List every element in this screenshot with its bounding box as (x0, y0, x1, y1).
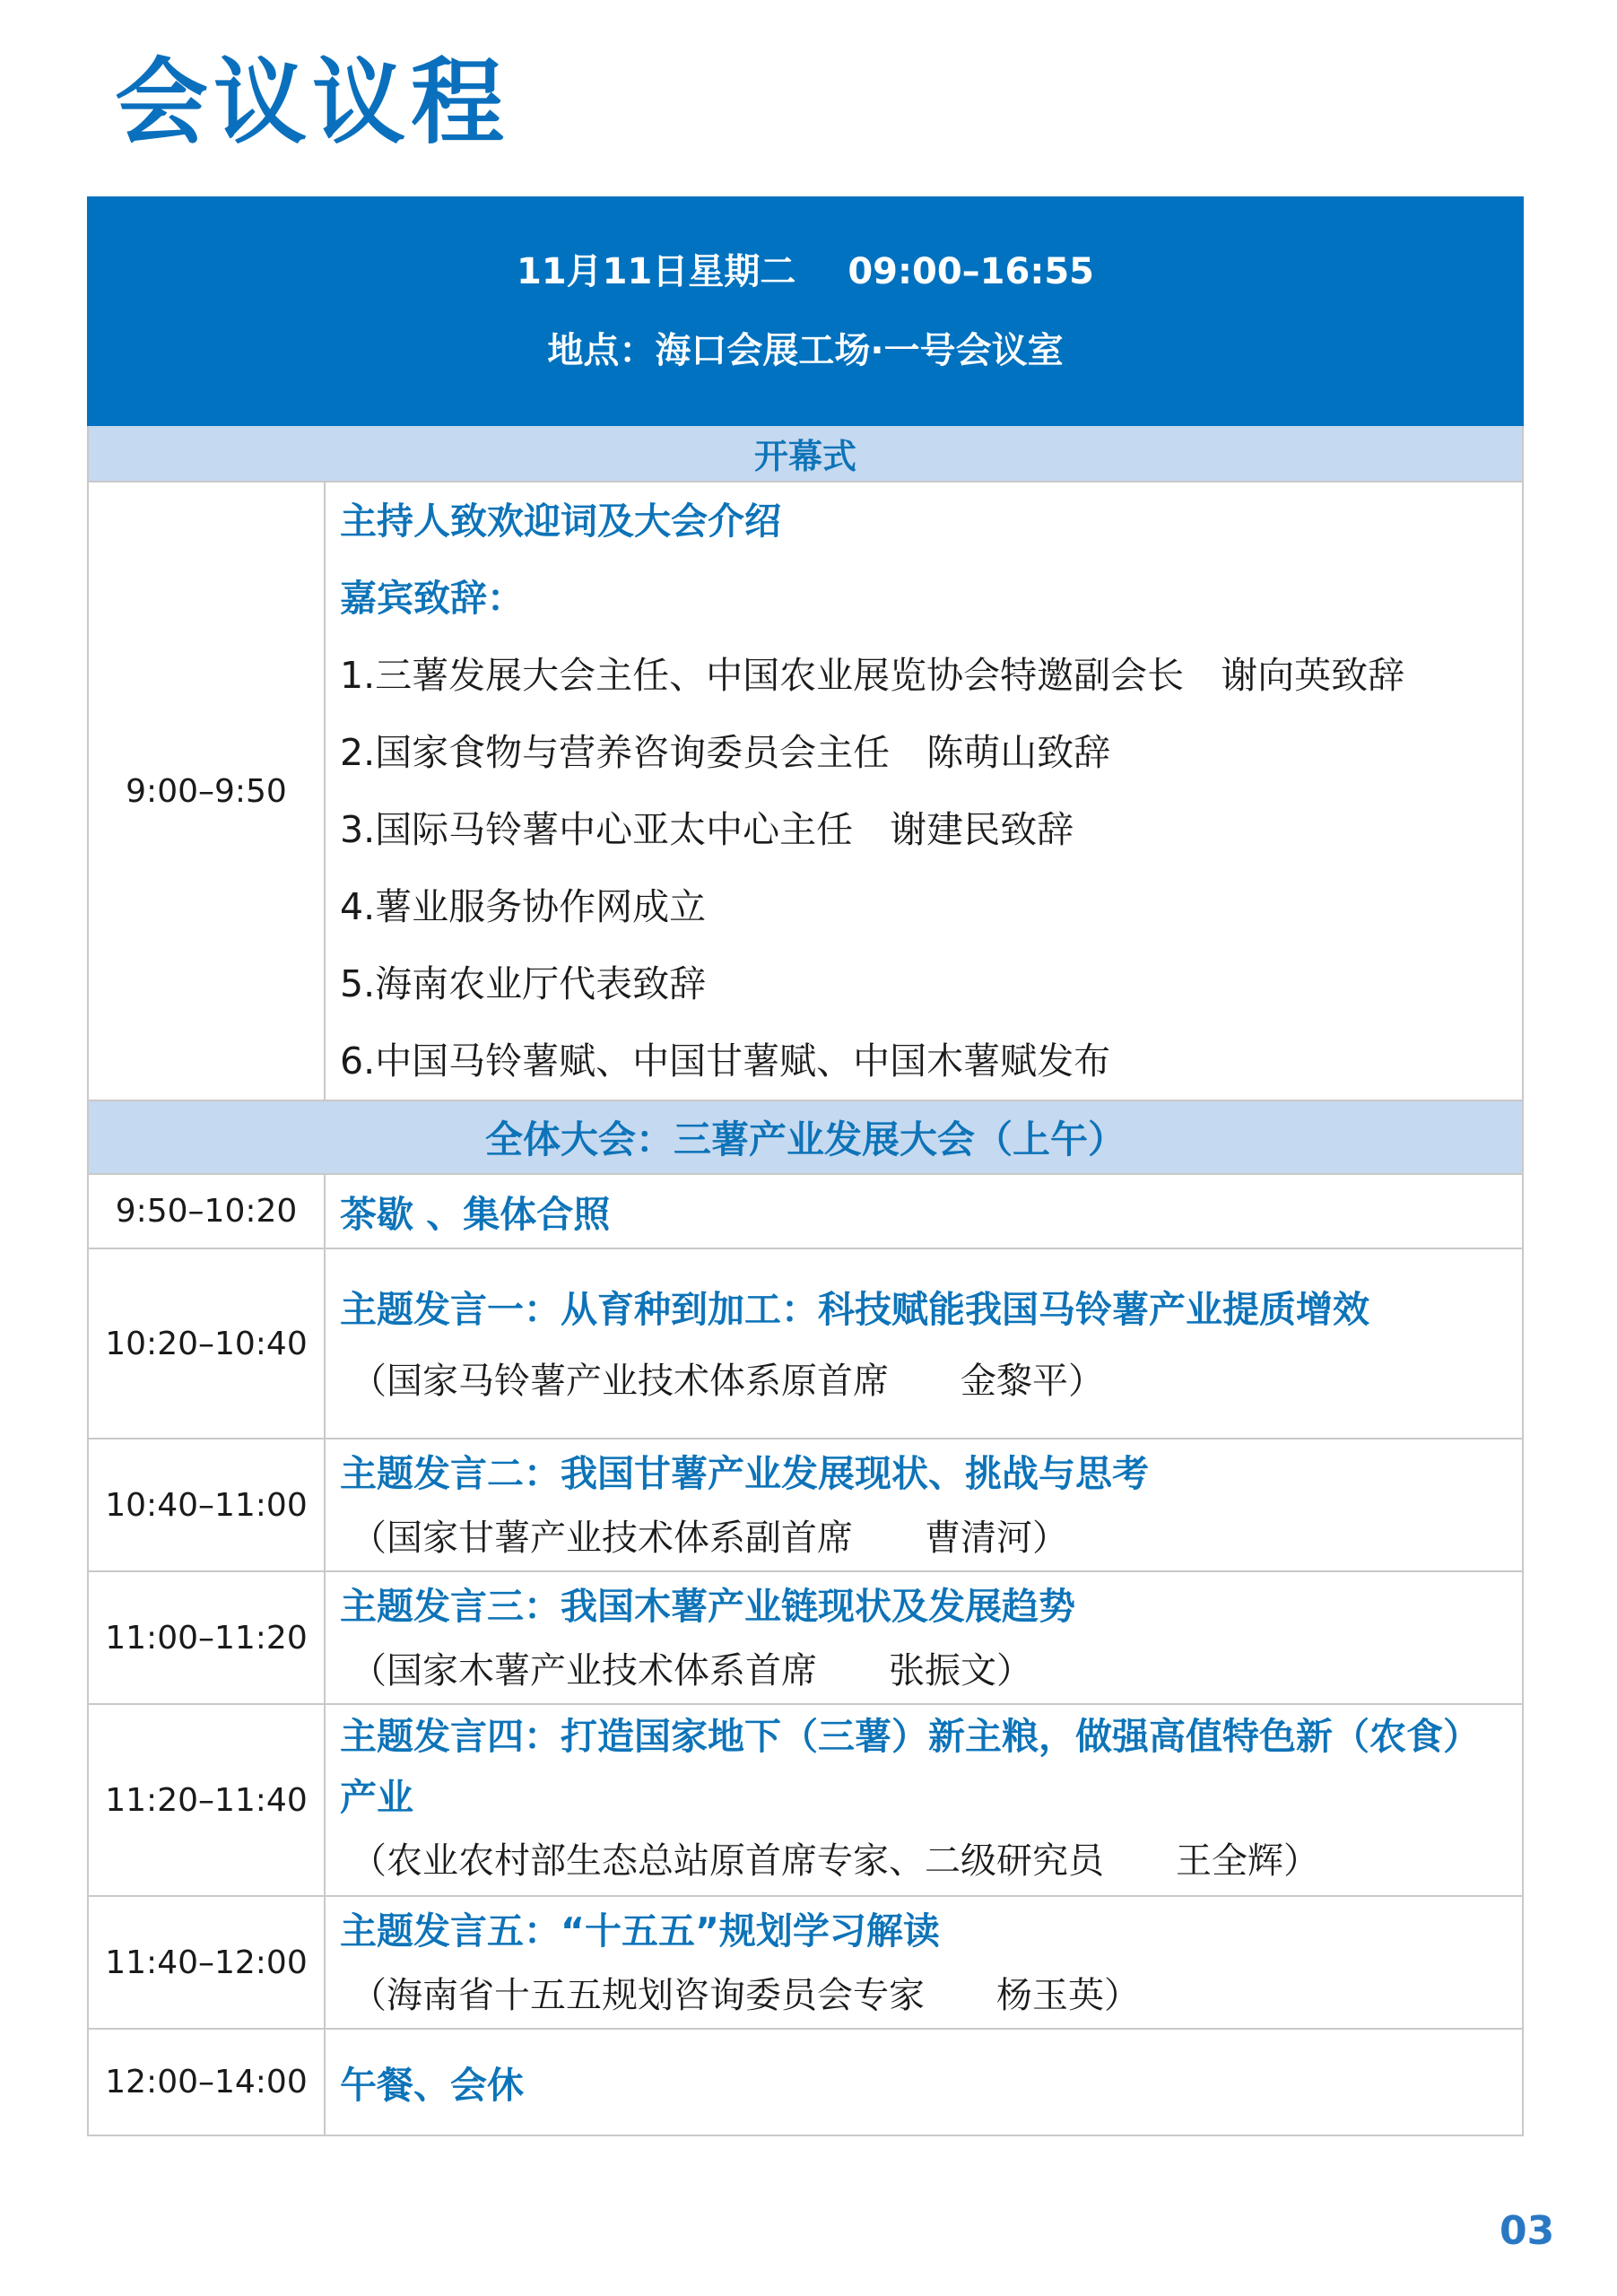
speech-title: 主题发言五：“十五五”规划学习解读 (340, 1909, 940, 1952)
speech-title: 主题发言一：从育种到加工：科技赋能我国马铃薯产业提质增效 (340, 1288, 1369, 1331)
speech-title: 主题发言二：我国甘薯产业发展现状、挑战与思考 (340, 1452, 1149, 1495)
agenda-time-range: 09:00–16:55 (848, 251, 1094, 292)
speech-title-continued: 产业 (340, 1776, 413, 1819)
content-cell (325, 1896, 1523, 2029)
table-row (88, 1704, 1523, 1896)
list-item: 3.国际马铃薯中心亚太中心主任 谢建民致辞 (340, 808, 1074, 851)
list-item: 2.国家食物与营养咨询委员会主任 陈萌山致辞 (340, 731, 1111, 774)
content-cell (325, 2029, 1523, 2135)
table-row (88, 2029, 1523, 2135)
speech-speaker: （海南省十五五规划咨询委员会专家 杨玉英） (351, 1975, 1140, 2016)
table-row (88, 1248, 1523, 1439)
speech-speaker: （国家马铃薯产业技术体系原首席 金黎平） (351, 1361, 1104, 1402)
time-cell: 11:00–11:20 (88, 1571, 325, 1704)
table-row (88, 1439, 1523, 1571)
content-cell (325, 1571, 1523, 1704)
time-cell: 12:00–14:00 (88, 2029, 325, 2135)
speech-speaker: （农业农村部生态总站原首席专家、二级研究员 王全辉） (351, 1840, 1319, 1882)
list-item: 1.三薯发展大会主任、中国农业展览协会特邀副会长 谢向英致辞 (340, 654, 1405, 697)
content-cell (325, 1704, 1523, 1896)
content-cell (325, 1439, 1523, 1571)
content-cell (325, 1248, 1523, 1439)
speech-title: 主题发言三：我国木薯产业链现状及发展趋势 (340, 1585, 1075, 1628)
section-row (88, 425, 1523, 482)
agenda-location: 地点：海口会展工场·一号会议室 (547, 330, 1064, 371)
speech-title: 主题发言四：打造国家地下（三薯）新主粮，做强高值特色新（农食） (340, 1715, 1480, 1758)
page-title: 会议议程 (115, 48, 510, 157)
agenda-table (87, 196, 1524, 2136)
table-row (88, 482, 1523, 1100)
lunch-text: 午餐、会休 (340, 2064, 524, 2107)
opening-content (325, 482, 1523, 1100)
time-cell: 10:20–10:40 (88, 1248, 325, 1439)
content-cell (325, 1174, 1523, 1248)
agenda-date: 11月11日星期二 (517, 251, 796, 292)
opening-host: 主持人致欢迎词及大会介绍 (340, 500, 781, 543)
time-cell: 11:40–12:00 (88, 1896, 325, 2029)
time-cell: 10:40–11:00 (88, 1439, 325, 1571)
time-cell: 11:20–11:40 (88, 1704, 325, 1896)
time-cell: 9:50–10:20 (88, 1174, 325, 1248)
speech-speaker: （国家木薯产业技术体系首席 张振文） (351, 1650, 1032, 1692)
section-row (88, 1100, 1523, 1174)
agenda-header (88, 197, 1523, 425)
tea-break-text: 茶歇 、集体合照 (340, 1193, 611, 1236)
time-cell: 9:00–9:50 (88, 482, 325, 1100)
list-item: 6.中国马铃薯赋、中国甘薯赋、中国木薯赋发布 (340, 1039, 1111, 1083)
list-item: 5.海南农业厅代表致辞 (340, 962, 707, 1005)
table-row (88, 1174, 1523, 1248)
table-row (88, 1896, 1523, 2029)
section-plenary: 全体大会：三薯产业发展大会（上午） (88, 1100, 1523, 1174)
table-row (88, 1571, 1523, 1704)
date-time-line (89, 232, 1522, 311)
page-number: 03 (1500, 2208, 1555, 2254)
header-row (88, 197, 1523, 425)
list-item: 4.薯业服务协作网成立 (340, 885, 707, 928)
section-opening: 开幕式 (88, 425, 1523, 482)
speech-speaker: （国家甘薯产业技术体系副首席 曹清河） (351, 1518, 1068, 1559)
guest-heading: 嘉宾致辞： (340, 577, 524, 620)
